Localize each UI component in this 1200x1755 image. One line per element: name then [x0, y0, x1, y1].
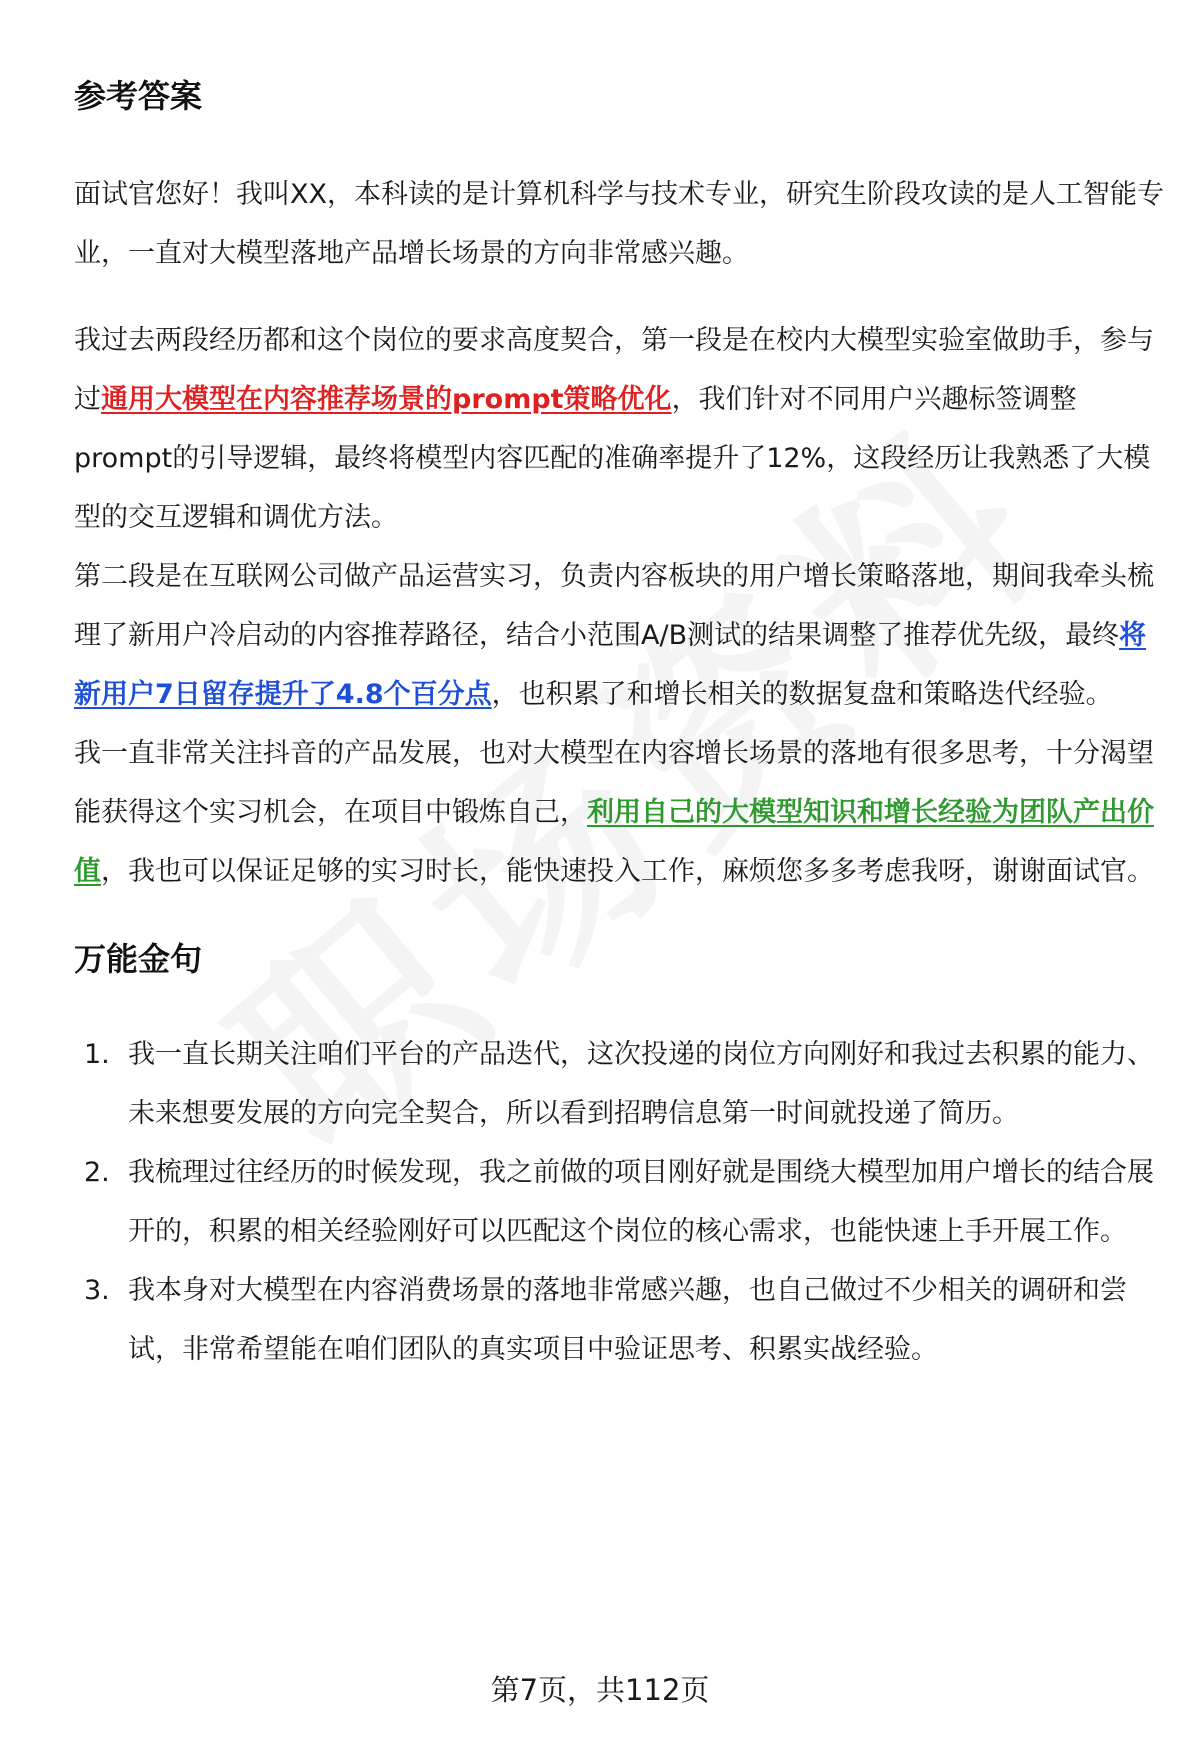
page-number-label: 第7页，共112页 — [490, 1673, 710, 1707]
list-item-number: 3. — [84, 1275, 110, 1306]
list-item-text: 我一直长期关注咱们平台的产品迭代，这次投递的岗位方向刚好和我过去积累的能力、未来想要发展的方向完全契合，所以看到招聘信息第一时间就投递了简历。 — [128, 1039, 1154, 1129]
page-footer — [0, 1670, 1200, 1710]
section-title-golden: 万能金句 — [74, 940, 203, 978]
closing-text-before: 我一直非常关注抖音的产品发展，也对大模型在内容增长场景的落地有很多思考，十分渴望能获得这个实习机会，在项目中锻炼自己， — [74, 738, 1154, 828]
list-item-number: 2. — [84, 1157, 110, 1188]
golden-sentence-list — [74, 1025, 1164, 1379]
closing-paragraph — [74, 724, 1164, 901]
list-item — [74, 1143, 1164, 1261]
experience-two-highlight: 将新用户7日留存提升了4.8个百分点 — [74, 620, 1147, 710]
list-item-text: 我本身对大模型在内容消费场景的落地非常感兴趣，也自己做过不少相关的调研和尝试，非常希望能在咱们团队的真实项目中验证思考、积累实战经验。 — [128, 1275, 1127, 1365]
experience-two-text-before: 第二段是在互联网公司做产品运营实习，负责内容板块的用户增长策略落地，期间我牵头梳理了新用户冷启动的内容推荐路径，结合小范围A/B测试的结果调整了推荐优先级，最终 — [74, 561, 1154, 651]
list-item-text: 我梳理过往经历的时候发现，我之前做的项目刚好就是围绕大模型加用户增长的结合展开的，积累的相关经验刚好可以匹配这个岗位的核心需求，也能快速上手开展工作。 — [128, 1157, 1154, 1247]
closing-text-after: ，我也可以保证足够的实习时长，能快速投入工作，麻烦您多多考虑我呀，谢谢面试官。 — [101, 856, 1154, 887]
experience-two-text-after: ，也积累了和增长相关的数据复盘和策略迭代经验。 — [491, 679, 1113, 710]
experience-one-highlight: 通用大模型在内容推荐场景的prompt策略优化 — [101, 384, 672, 415]
list-item — [74, 1025, 1164, 1143]
section-spacer — [74, 901, 1164, 935]
closing-highlight: 利用自己的大模型知识和增长经验为团队产出价值 — [74, 797, 1154, 887]
experience-two-paragraph — [74, 547, 1164, 724]
intro-paragraph: 面试官您好！我叫XX，本科读的是计算机科学与技术专业，研究生阶段攻读的是人工智能专业，一直对大模型落地产品增长场景的方向非常感兴趣。 — [74, 179, 1164, 269]
document-content — [74, 60, 1164, 1379]
experience-one-paragraph — [74, 311, 1164, 547]
section-title-answer: 参考答案 — [74, 77, 203, 115]
experience-one-text-after: ，我们针对不同用户兴趣标签调整prompt的引导逻辑，最终将模型内容匹配的准确率提升了12%，这段经历让我熟悉了大模型的交互逻辑和调优方法。 — [74, 384, 1151, 533]
experience-one-text-before: 我过去两段经历都和这个岗位的要求高度契合，第一段是在校内大模型实验室做助手，参与过 — [74, 325, 1154, 415]
list-item — [74, 1261, 1164, 1379]
list-item-number: 1. — [84, 1039, 110, 1070]
